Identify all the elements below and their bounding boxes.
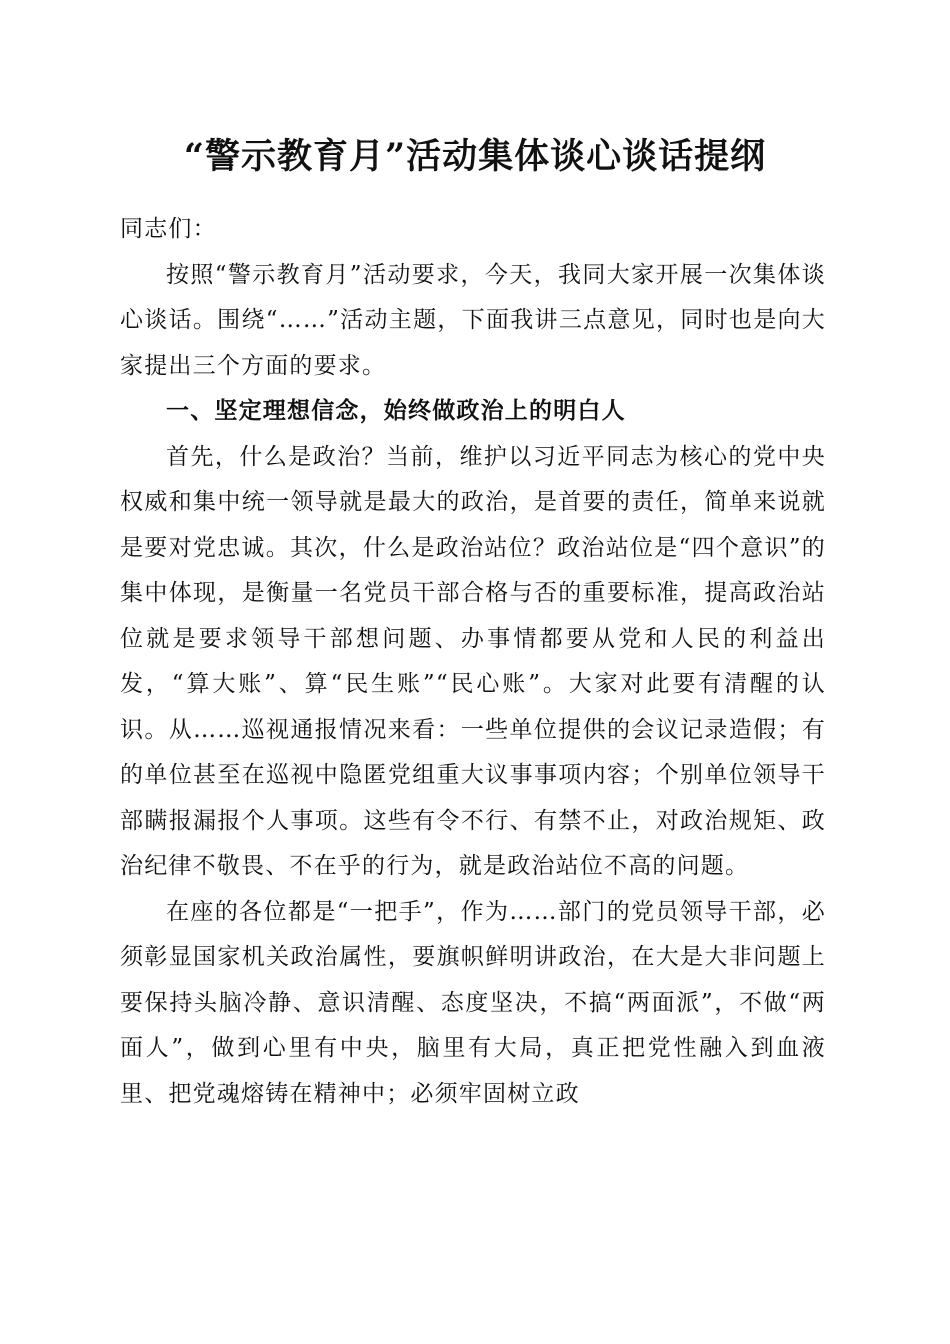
- intro-paragraph: 按照“警示教育月”活动要求，今天，我同大家开展一次集体谈心谈话。围绕“……”活动主题，下面我讲三点意见，同时也是向大家提出三个方面的要求。: [120, 261, 826, 379]
- document-body: [120, 207, 826, 1117]
- body-paragraph-leaders: 在座的各位都是“一把手”，作为……部门的党员领导干部，必须彰显国家机关政治属性，要旗帜鲜明讲政治，在大是大非问题上要保持头脑冷静、意识清醒、态度坚决，不搞“两面派”，不做“两面人”，做到心里有中央，脑里有大局，真正把党性融入到血液里、把党魂熔铸在精神中；必须牢固树立政: [120, 898, 826, 1107]
- section-heading-1: 一、坚定理想信念，始终做政治上的明白人: [166, 398, 626, 424]
- document-title: “警示教育月”活动集体谈心谈话提纲: [183, 136, 767, 177]
- salutation: 同志们：: [120, 216, 217, 242]
- body-paragraph-political-stance: 首先，什么是政治？当前，维护以习近平同志为核心的党中央权威和集中统一领导就是最大的政治，是首要的责任，简单来说就是要对党忠诚。其次，什么是政治站位？政治站位是“四个意识”的集中体现，是衡量一名党员干部合格与否的重要标准，提高政治站位就是要求领导干部想问题、办事情都要从党和人民的利益出发，“算大账”、算“民生账”“民心账”。大家对此要有清醒的认识。从……巡视通报情况来看：一些单位提供的会议记录造假；有的单位甚至在巡视中隐匿党组重大议事事项内容；个别单位领导干部瞒报漏报个人事项。这些有令不行、有禁不止，对政治规矩、政治纪律不敬畏、不在乎的行为，就是政治站位不高的问题。: [120, 443, 826, 879]
